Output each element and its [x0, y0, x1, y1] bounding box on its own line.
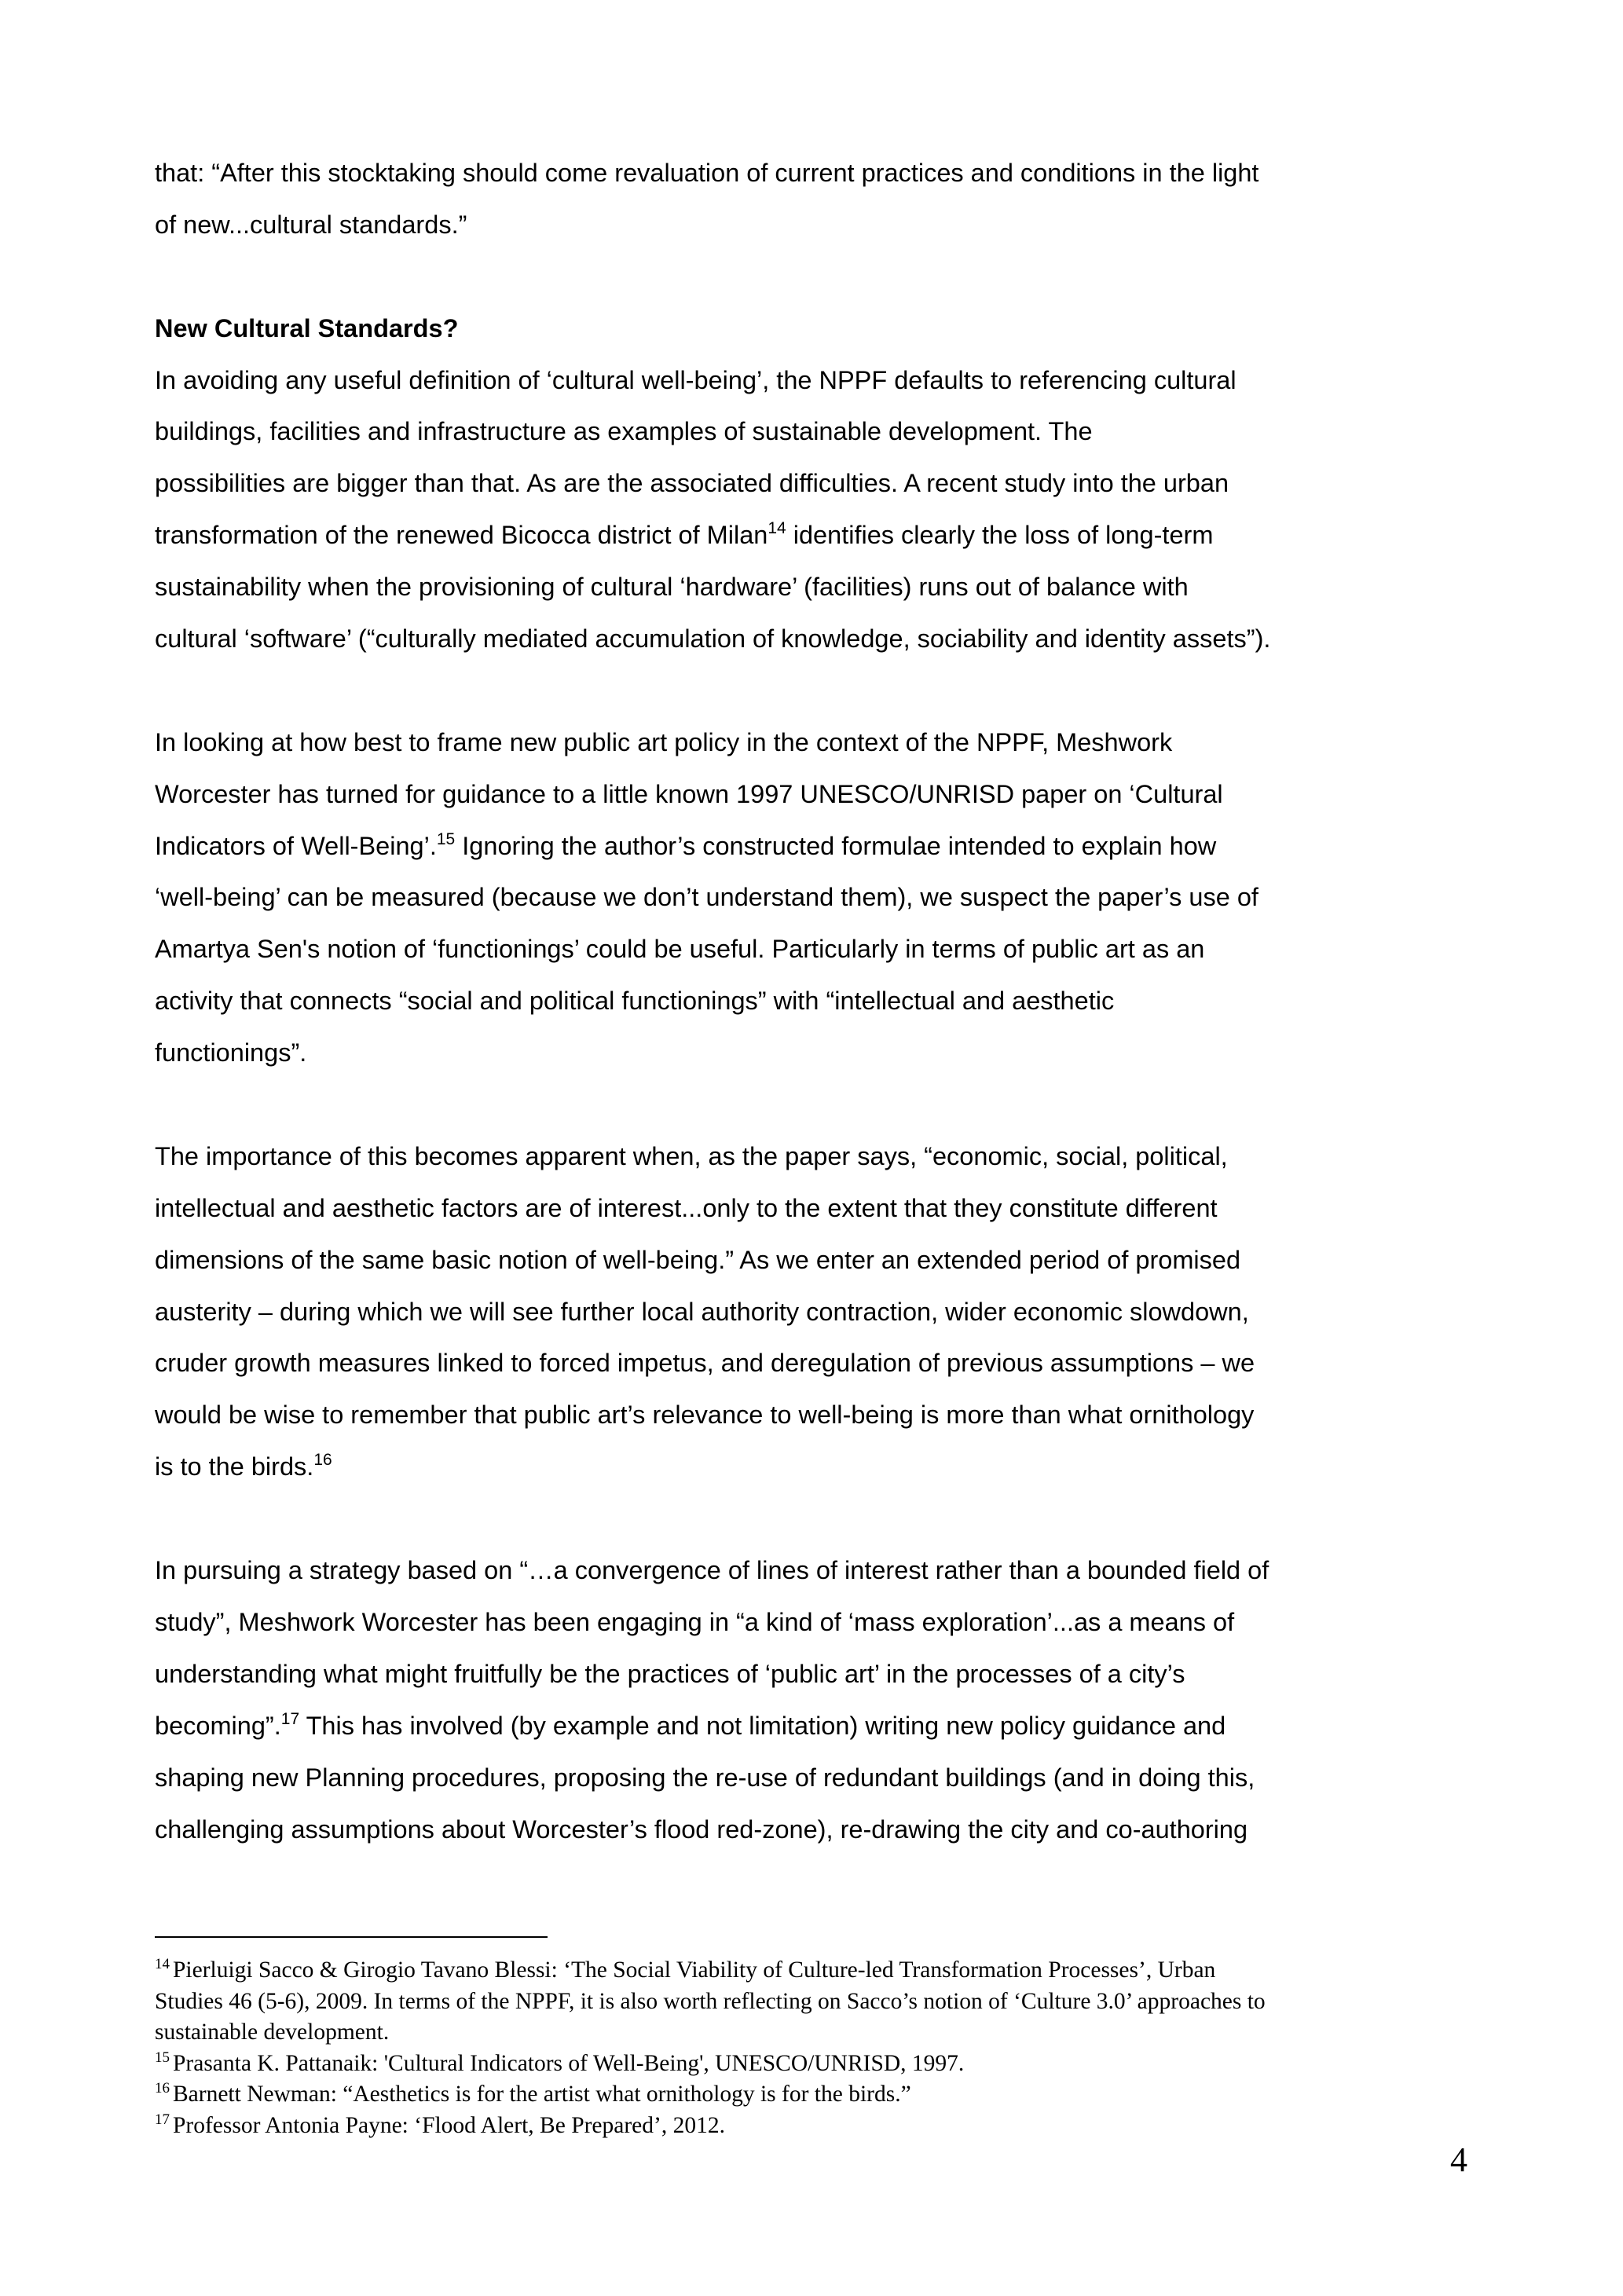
text-line: In avoiding any useful definition of ‘cultural well-being’, the NPPF defaults to referencing cultural	[155, 365, 1236, 394]
footnote-text: Pierluigi Sacco & Girogio Tavano Blessi: ‘The Social Viability of Culture-led Transformation Processes’, Urban	[173, 1957, 1216, 1983]
text-line: Worcester has turned for guidance to a little known 1997 UNESCO/UNRISD paper on ‘Cultural	[155, 779, 1223, 808]
footnote-line	[155, 1955, 1490, 1987]
footnote-line	[155, 2079, 1490, 2111]
text-line: study”, Meshwork Worcester has been engaging in “a kind of ‘mass exploration’...as a means of	[155, 1607, 1235, 1636]
footnote-16	[155, 2079, 1490, 2111]
text-line: of new...cultural standards.”	[155, 210, 467, 239]
text-line: cultural ‘software’ (“culturally mediated accumulation of knowledge, sociability and identity assets”).	[155, 624, 1271, 654]
footnote-separator	[155, 1936, 548, 1938]
text-line: shaping new Planning procedures, proposing the re-use of redundant buildings (and in doing this,	[155, 1763, 1255, 1792]
paragraph	[155, 355, 1490, 665]
text-line: Amartya Sen's notion of ‘functionings’ could be useful. Particularly in terms of public art as an	[155, 935, 1205, 964]
footnote-line: Studies 46 (5-6), 2009. In terms of the NPPF, it is also worth reflecting on Sacco’s notion of ‘Culture 3.0’ approaches to	[155, 1988, 1266, 2014]
paragraph-spacer	[155, 665, 1490, 717]
paragraph	[155, 1545, 1490, 1855]
paragraph-spacer	[155, 251, 1490, 303]
text-line	[155, 1701, 1490, 1752]
text-line	[155, 1441, 1490, 1493]
footnote-text: Prasanta K. Pattanaik: 'Cultural Indicators of Well-Being', UNESCO/UNRISD, 1997.	[173, 2050, 965, 2076]
text-line: possibilities are bigger than that. As are the associated difficulties. A recent study into the urban	[155, 469, 1229, 498]
footnote-reference[interactable]: 15	[436, 829, 456, 848]
text-line: In pursuing a strategy based on “…a convergence of lines of interest rather than a bounded field of	[155, 1556, 1269, 1585]
paragraph-spacer	[155, 1493, 1490, 1545]
footnote-number: 17	[155, 2111, 170, 2128]
footnote-text: Barnett Newman: “Aesthetics is for the artist what ornithology is for the birds.”	[173, 2082, 911, 2107]
footnote-17	[155, 2111, 1490, 2142]
footnote-reference[interactable]: 16	[313, 1451, 332, 1470]
text-span: Indicators of Well-Being’.	[155, 831, 437, 860]
section-heading: New Cultural Standards?	[155, 313, 459, 342]
text-span: is to the birds.	[155, 1452, 314, 1481]
text-span: This has involved (by example and not limitation) writing new policy guidance and	[299, 1711, 1226, 1740]
footnotes	[155, 1955, 1490, 2142]
text-span: transformation of the renewed Bicocca district of Milan	[155, 521, 768, 550]
paragraph-spacer	[155, 1079, 1490, 1131]
text-line: cruder growth measures linked to forced impetus, and deregulation of previous assumptions – we	[155, 1349, 1255, 1378]
footnote-line	[155, 2049, 1490, 2080]
text-line: In looking at how best to frame new public art policy in the context of the NPPF, Meshwork	[155, 727, 1173, 756]
text-line: buildings, facilities and infrastructure as examples of sustainable development. The	[155, 417, 1093, 446]
paragraph	[155, 1131, 1490, 1493]
text-span: identifies clearly the loss of long-term	[786, 521, 1214, 550]
text-line: ‘well-being’ can be measured (because we don’t understand them), we suspect the paper’s use of	[155, 883, 1258, 912]
footnote-15	[155, 2049, 1490, 2080]
text-line: austerity – during which we will see further local authority contraction, wider economic slowdown,	[155, 1297, 1249, 1326]
text-line: intellectual and aesthetic factors are of interest...only to the extent that they constitute different	[155, 1193, 1218, 1222]
footnote-reference[interactable]: 17	[280, 1709, 300, 1728]
body-text	[155, 148, 1490, 1855]
text-line: understanding what might fruitfully be the practices of ‘public art’ in the processes of a city’s	[155, 1659, 1185, 1688]
footnote-reference[interactable]: 14	[768, 519, 786, 538]
text-span: Ignoring the author’s constructed formulae intended to explain how	[455, 831, 1217, 860]
footnote-text: Professor Antonia Payne: ‘Flood Alert, Be Prepared’, 2012.	[173, 2112, 725, 2138]
text-line	[155, 510, 1490, 562]
text-line: that: “After this stocktaking should come revaluation of current practices and conditions in the light	[155, 159, 1259, 187]
text-line: dimensions of the same basic notion of well-being.” As we enter an extended period of promised	[155, 1245, 1241, 1274]
footnote-line: sustainable development.	[155, 2020, 390, 2045]
footnote-number: 14	[155, 1956, 170, 1972]
text-span: becoming”.	[155, 1711, 281, 1740]
text-line: activity that connects “social and political functionings” with “intellectual and aesthetic	[155, 987, 1115, 1016]
footnote-number: 15	[155, 2049, 170, 2066]
text-line: sustainability when the provisioning of cultural ‘hardware’ (facilities) runs out of balance with	[155, 573, 1189, 602]
text-line: challenging assumptions about Worcester’s flood red-zone), re-drawing the city and co-authoring	[155, 1814, 1248, 1844]
footnote-14	[155, 1955, 1490, 2049]
footnote-line	[155, 2111, 1490, 2142]
text-line: would be wise to remember that public art’s relevance to well-being is more than what ornithology	[155, 1401, 1255, 1430]
paragraph	[155, 717, 1490, 1079]
text-line: functionings”.	[155, 1038, 307, 1067]
page-number: 4	[1450, 2140, 1467, 2179]
footnote-number: 16	[155, 2080, 170, 2097]
text-line	[155, 821, 1490, 873]
text-line: The importance of this becomes apparent when, as the paper says, “economic, social, political,	[155, 1141, 1228, 1170]
